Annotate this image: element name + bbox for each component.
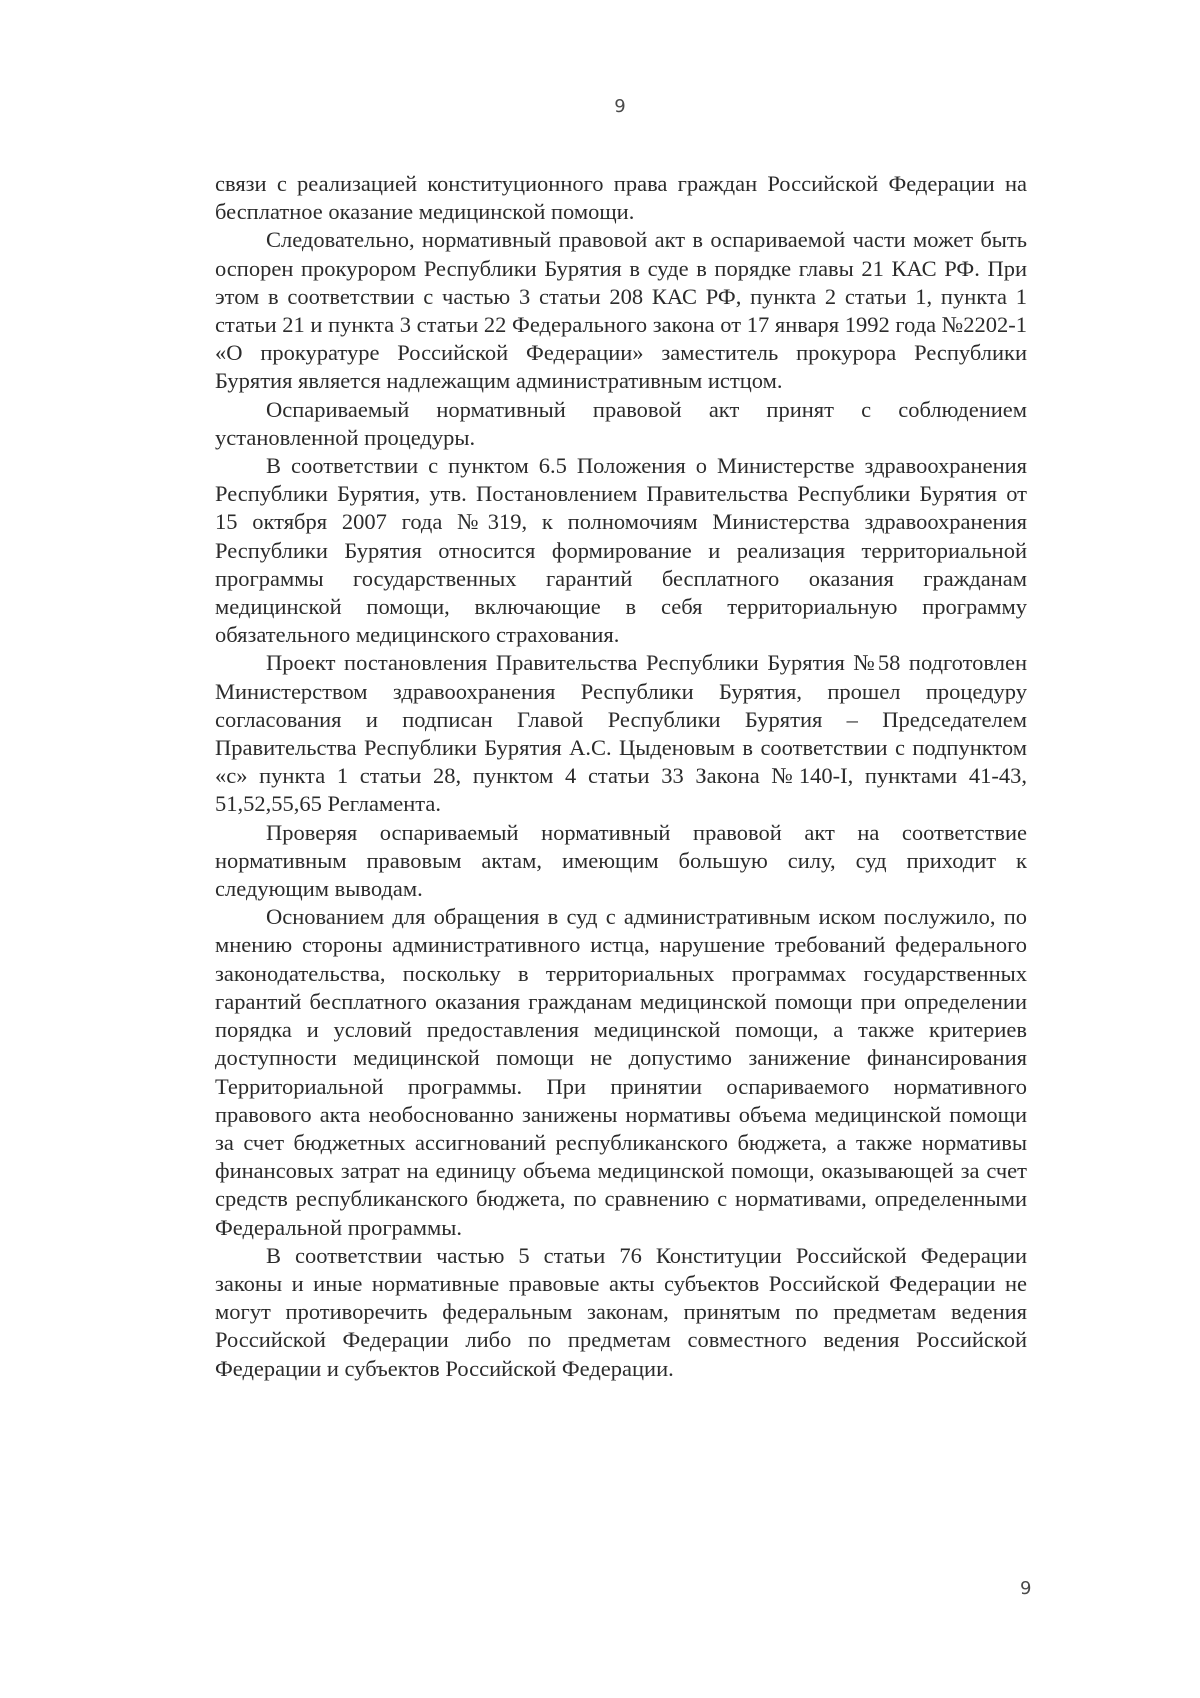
paragraph: Оспариваемый нормативный правовой акт принят с соблюдением установленной процедуры. <box>215 396 1027 450</box>
page-number-bottom: 9 <box>1020 1578 1032 1599</box>
paragraph: Проект постановления Правительства Республики Бурятия №58 подготовлен Министерством здравоохранения Республики Бурятия, прошел процедуру согласования и подписан Главой Республики Бурятия – Председателем Правительства Республики Бурятия А.С. Цыденовым в соответствии с подпунктом «с» пункта 1 статьи 28, пунктом 4 статьи 33 Закона №140-I, пунктами 41-43, 51,52,55,65 Регламента. <box>215 650 1027 817</box>
paragraph: Следовательно, нормативный правовой акт в оспариваемой части может быть оспорен прокурором Республики Бурятия в суде в порядке главы 21 КАС РФ. При этом в соответствии с частью 3 статьи 208 КАС РФ, пункта 2 статьи 1, пункта 1 статьи 21 и пункта 3 статьи 22 Федерального закона от 17 января 1992 года №2202-1 «О прокуратуре Российской Федерации» заместитель прокурора Республики Бурятия является надлежащим административным истцом. <box>215 227 1027 394</box>
paragraph: Основанием для обращения в суд с административным иском послужило, по мнению стороны административного истца, нарушение требований федерального законодательства, поскольку в территориальных программах государственных гарантий бесплатного оказания гражданам медицинской помощи при определении порядка и условий предоставления медицинской помощи, а также критериев доступности медицинской помощи не допустимо занижение финансирования Территориальной программы. При принятии оспариваемого нормативного правового акта необоснованно занижены нормативы объема медицинской помощи за счет бюджетных ассигнований республиканского бюджета, а также нормативы финансовых затрат на единицу объема медицинской помощи, оказывающей за счет средств республиканского бюджета, по сравнению с нормативами, определенными Федеральной программы. <box>215 904 1027 1240</box>
page-number-top: 9 <box>614 96 626 117</box>
paragraph: связи с реализацией конституционного права граждан Российской Федерации на бесплатное оказание медицинской помощи. <box>215 171 1027 225</box>
paragraph: В соответствии с пунктом 6.5 Положения о Министерстве здравоохранения Республики Бурятия, утв. Постановлением Правительства Республики Бурятия от 15 октября 2007 года №319, к полномочиям Министерства здравоохранения Республики Бурятия относится формирование и реализация территориальной программы государственных гарантий бесплатного оказания гражданам медицинской помощи, включающие в себя территориальную программу обязательного медицинского страхования. <box>215 453 1027 648</box>
document-body <box>215 170 1027 1383</box>
paragraph: Проверяя оспариваемый нормативный правовой акт на соответствие нормативным правовым актам, имеющим большую силу, суд приходит к следующим выводам. <box>215 819 1027 902</box>
paragraph: В соответствии частью 5 статьи 76 Конституции Российской Федерации законы и иные нормативные правовые акты субъектов Российской Федерации не могут противоречить федеральным законам, принятым по предметам ведения Российской Федерации либо по предметам совместного ведения Российской Федерации и субъектов Российской Федерации. <box>215 1242 1027 1381</box>
